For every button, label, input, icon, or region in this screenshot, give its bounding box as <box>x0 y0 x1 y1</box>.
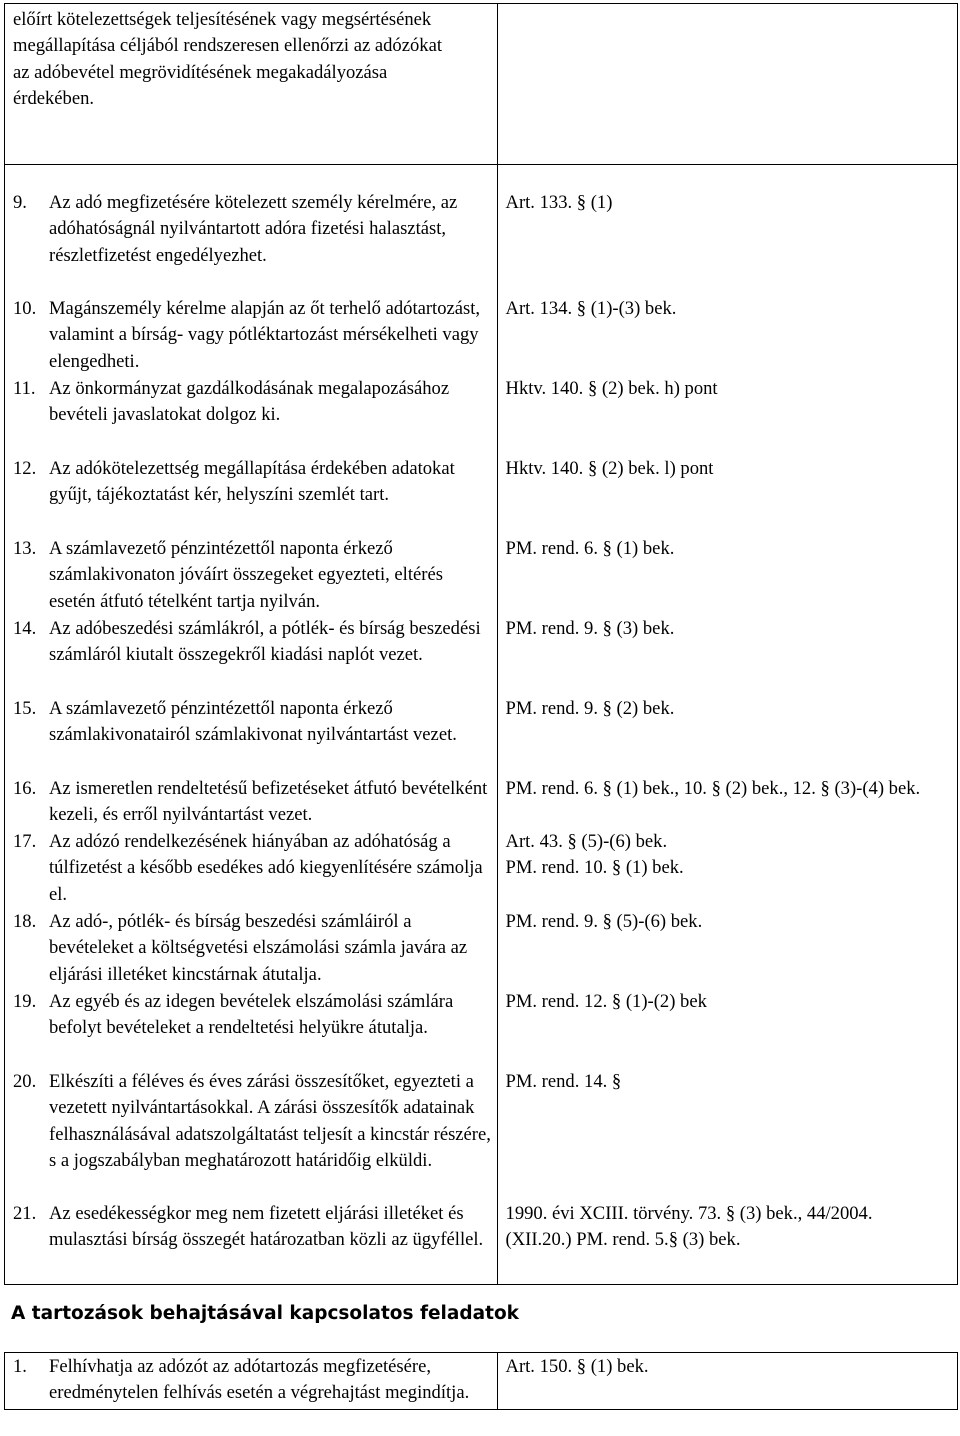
legal-reference: 1990. évi XCIII. törvény. 73. § (3) bek., 44/2004. (XII.20.) PM. rend. 5.§ (3) bek. <box>505 1203 873 1251</box>
list-item: 14. Az adóbeszedési számlákról, a pótlék- és bírság beszedési számláról kiutalt összegekről kiadási naplót vezet. <box>13 618 481 666</box>
list-item: 16. Az ismeretlen rendeltetésű befizetéseket átfutó bevételként kezeli, és erről nyilvántartást vezet. <box>13 778 488 826</box>
duties-table <box>4 3 958 1285</box>
task-cell <box>5 1353 498 1410</box>
table-row <box>5 1353 958 1410</box>
collection-duties-table <box>4 1352 958 1410</box>
legal-reference: Art. 43. § (5)-(6) bek. <box>505 831 668 852</box>
legal-reference: PM. rend. 10. § (1) bek. <box>505 857 684 879</box>
section-heading: A tartozások behajtásával kapcsolatos feladatok <box>11 1303 519 1324</box>
reference-cell <box>497 165 957 1285</box>
list-item: 19. Az egyéb és az idegen bevételek elszámolási számlára befolyt bevételeket a rendeltetési helyükre átutalja. <box>13 991 454 1039</box>
legal-reference: PM. rend. 9. § (2) bek. <box>505 698 675 719</box>
list-item: 18. Az adó-, pótlék- és bírság beszedési számláiról a bevételeket a költségvetési elszámolási számla javára az eljárási illetéket kincstárnak átutalja. <box>13 911 468 985</box>
reference-cell <box>497 4 957 165</box>
task-cell <box>5 4 498 165</box>
list-item: 21. Az esedékességkor meg nem fizetett eljárási illetéket és mulasztási bírság összegét határozatban közli az ügyféllel. <box>13 1203 484 1251</box>
table-row-continuation <box>5 4 958 165</box>
list-item: 20. Elkészíti a féléves és éves zárási összesítőket, egyezteti a vezetett nyilvántartásokkal. A zárási összesítők adatainak felhasználásával adatszolgáltatást teljesít a kincstár részére, s a jogszabályban meghatározott határidőig elküldi. <box>13 1071 491 1172</box>
legal-reference-group <box>498 829 957 909</box>
legal-reference: Art. 134. § (1)-(3) bek. <box>505 298 677 319</box>
list-item: 11. Az önkormányzat gazdálkodásának megalapozásához bevételi javaslatokat dolgoz ki. <box>13 378 450 426</box>
list-item: 17. Az adózó rendelkezésének hiányában az adóhatóság a túlfizetést a később esedékes adó kiegyenlítésére számolja el. <box>13 831 483 905</box>
legal-reference: Art. 150. § (1) bek. <box>505 1356 649 1377</box>
legal-reference: Art. 133. § (1) <box>505 192 613 213</box>
list-item: 1. Felhívhatja az adózót az adótartozás megfizetésére, eredménytelen felhívás esetén a végrehajtást megindítja. <box>13 1356 470 1404</box>
legal-reference: PM. rend. 9. § (5)-(6) bek. <box>505 911 703 932</box>
list-item: 12. Az adókötelezettség megállapítása érdekében adatokat gyűjt, tájékoztatást kér, helyszíni szemlét tart. <box>13 458 455 506</box>
legal-reference: PM. rend. 12. § (1)-(2) bek <box>505 991 707 1012</box>
continuation-text: előírt kötelezettségek teljesítésének vagy megsértésének megállapítása céljából rendszeresen ellenőrzi az adózókat az adóbevétel megrövidítésének megakadályozása érdekében. <box>13 9 442 110</box>
task-cell <box>5 165 498 1285</box>
list-item: 15. A számlavezető pénzintézettől naponta érkező számlakivonatairól számlakivonat nyilvántartást vezet. <box>13 698 457 746</box>
reference-cell <box>497 1353 957 1410</box>
legal-reference: Hktv. 140. § (2) bek. l) pont <box>505 458 714 479</box>
legal-reference: PM. rend. 6. § (1) bek. <box>505 538 675 559</box>
legal-reference: Hktv. 140. § (2) bek. h) pont <box>505 378 718 399</box>
legal-reference: PM. rend. 9. § (3) bek. <box>505 618 675 639</box>
list-item: 9. Az adó megfizetésére kötelezett személy kérelmére, az adóhatóságnál nyilvántartott adóra fizetési halasztást, részletfizetést engedélyezhet. <box>13 192 458 266</box>
list-item: 13. A számlavezető pénzintézettől naponta érkező számlakivonaton jóváírt összegeket egyezteti, eltérés esetén átfutó tételként tartja nyilván. <box>13 538 443 612</box>
legal-reference: PM. rend. 14. § <box>505 1071 622 1092</box>
table-row-items <box>5 165 958 1285</box>
legal-reference: PM. rend. 6. § (1) bek., 10. § (2) bek., 12. § (3)-(4) bek. <box>505 778 921 799</box>
list-item: 10. Magánszemély kérelme alapján az őt terhelő adótartozást, valamint a bírság- vagy pótléktartozást mérsékelheti vagy elengedheti. <box>13 298 481 372</box>
